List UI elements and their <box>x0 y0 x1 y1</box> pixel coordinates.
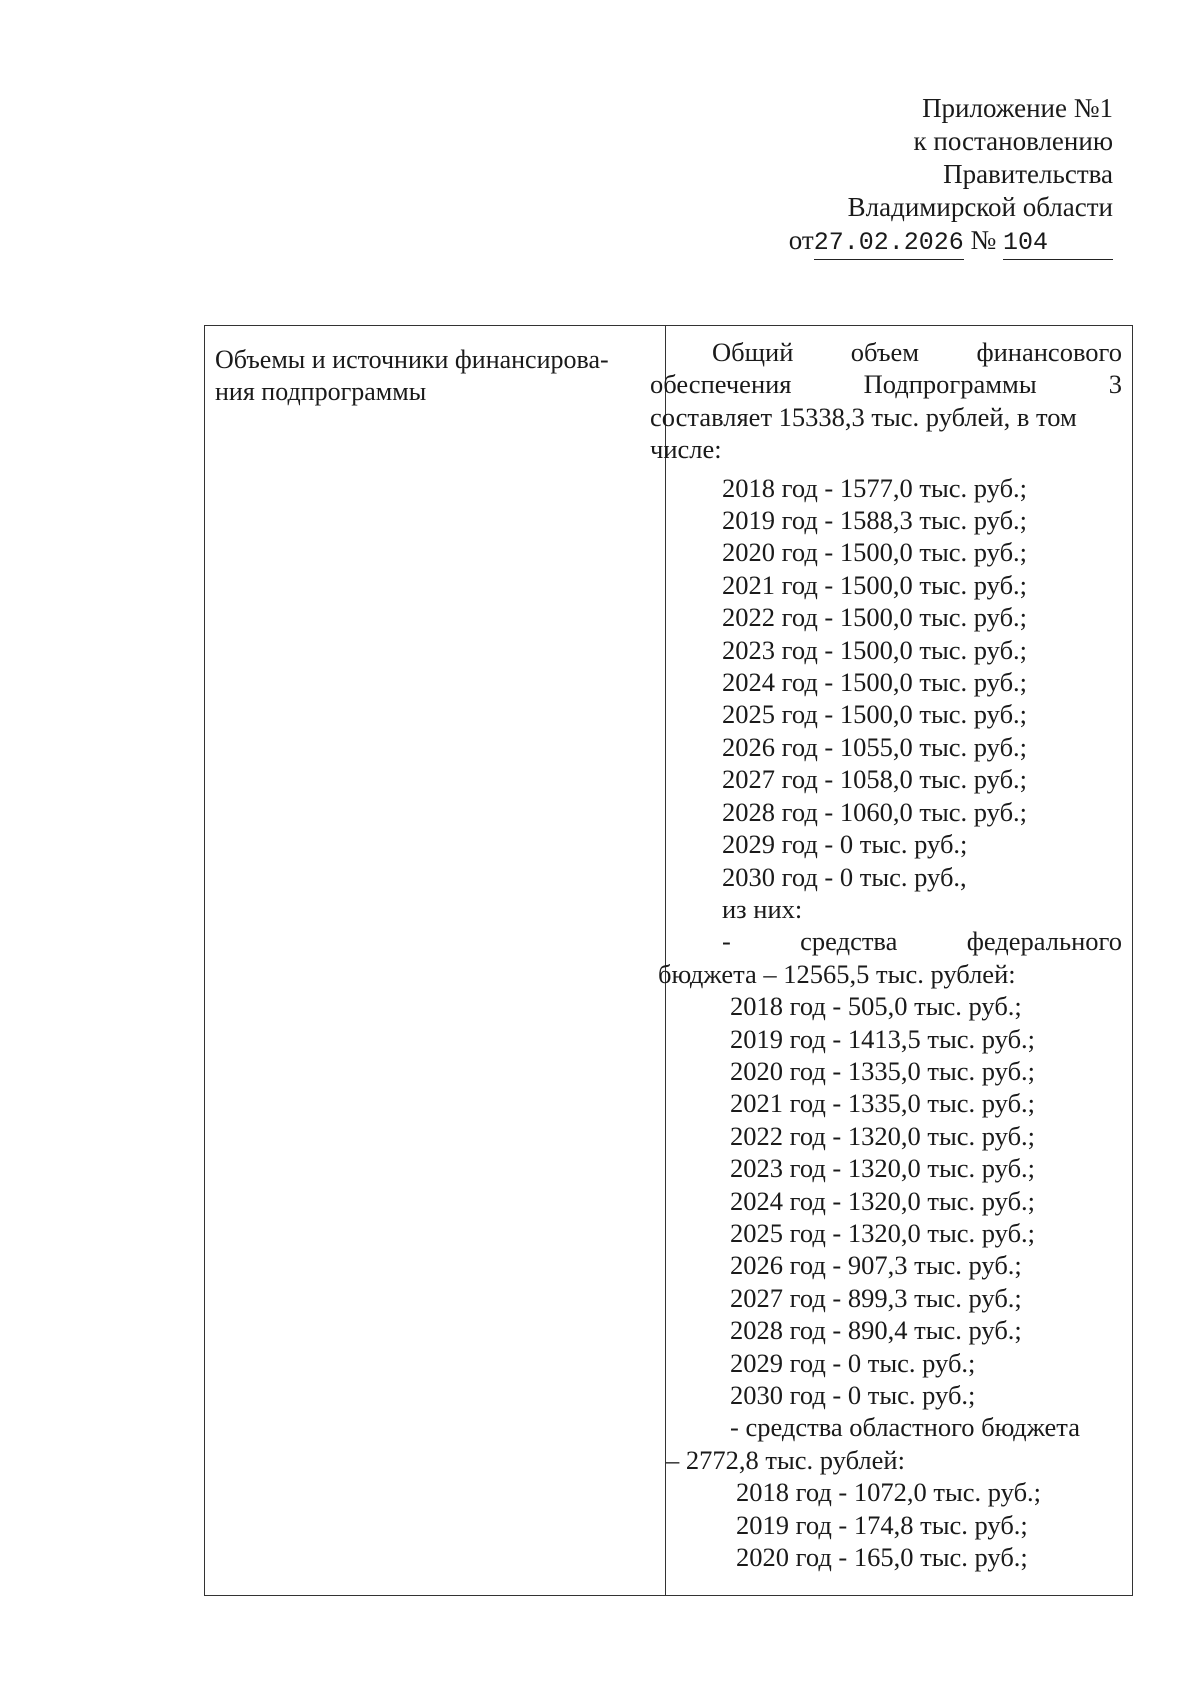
row-label-cell <box>215 344 655 408</box>
total-years-list <box>650 472 1122 926</box>
federal-word: - <box>722 926 731 957</box>
intro-line: составляет 15338,3 тыс. рублей, в том <box>650 401 1077 432</box>
year-entry: 2021 год - 1500,0 тыс. руб.; <box>722 569 1028 600</box>
year-entry: 2025 год - 1500,0 тыс. руб.; <box>722 699 1028 730</box>
year-entry: 2022 год - 1500,0 тыс. руб.; <box>722 602 1028 633</box>
intro-word: 3 <box>1108 369 1122 400</box>
year-entry: 2030 год - 0 тыс. руб., <box>722 861 967 892</box>
row-value-cell <box>650 336 1122 1573</box>
year-entry: 2020 год - 1335,0 тыс. руб.; <box>730 1055 1036 1086</box>
number-prefix: № <box>970 225 997 255</box>
intro-line <box>650 336 1122 368</box>
intro-line <box>650 368 1122 400</box>
of-them-label: из них: <box>722 893 803 924</box>
year-entry: 2020 год - 1500,0 тыс. руб.; <box>722 537 1028 568</box>
intro-word: Общий <box>712 337 794 367</box>
year-entry: 2026 год - 907,3 тыс. руб.; <box>730 1250 1022 1281</box>
year-entry: 2023 год - 1320,0 тыс. руб.; <box>730 1153 1036 1184</box>
federal-word: средства <box>800 926 898 957</box>
document-header <box>789 92 1113 260</box>
year-entry: 2029 год - 0 тыс. руб.; <box>722 829 968 860</box>
year-entry: 2024 год - 1320,0 тыс. руб.; <box>730 1185 1036 1216</box>
intro-word: объем <box>850 337 920 367</box>
year-entry: 2021 год - 1335,0 тыс. руб.; <box>730 1088 1036 1119</box>
year-entry: 2023 год - 1500,0 тыс. руб.; <box>722 634 1028 665</box>
intro-line: числе: <box>650 434 722 465</box>
row-label-line: ния подпрограммы <box>215 377 427 406</box>
intro-word: обеспечения <box>650 369 792 400</box>
year-entry: 2018 год - 1577,0 тыс. руб.; <box>722 472 1028 503</box>
year-entry: 2028 год - 1060,0 тыс. руб.; <box>722 796 1028 827</box>
year-entry: 2026 год - 1055,0 тыс. руб.; <box>722 731 1028 762</box>
year-entry: 2030 год - 0 тыс. руб.; <box>730 1380 976 1410</box>
intro-word: финансового <box>976 337 1122 367</box>
decree-number: 104 <box>1003 226 1113 260</box>
year-entry: 2019 год - 1588,3 тыс. руб.; <box>722 505 1028 536</box>
regional-total: – 2772,8 тыс. рублей: <box>666 1444 905 1475</box>
federal-word: федерального <box>966 926 1122 957</box>
date-prefix: от <box>788 225 814 255</box>
year-entry: 2029 год - 0 тыс. руб.; <box>730 1347 976 1378</box>
regional-heading: - средства областного бюджета <box>730 1412 1080 1443</box>
year-entry: 2018 год - 505,0 тыс. руб.; <box>730 991 1022 1022</box>
year-entry: 2027 год - 1058,0 тыс. руб.; <box>722 764 1028 795</box>
government-ref: Правительства <box>943 159 1113 189</box>
decree-ref: к постановлению <box>913 126 1113 156</box>
year-entry: 2027 год - 899,3 тыс. руб.; <box>730 1282 1022 1313</box>
federal-years-list <box>650 990 1122 1411</box>
year-entry: 2020 год - 165,0 тыс. руб.; <box>736 1542 1028 1573</box>
federal-heading <box>650 925 1122 957</box>
year-entry: 2019 год - 1413,5 тыс. руб.; <box>730 1023 1036 1054</box>
year-entry: 2018 год - 1072,0 тыс. руб.; <box>736 1477 1042 1508</box>
intro-word: Подпрограммы <box>863 369 1037 400</box>
regional-years-list <box>650 1476 1122 1573</box>
region-ref: Владимирской области <box>847 192 1113 222</box>
financing-table <box>204 325 1133 1596</box>
date-number-line <box>789 224 1113 260</box>
appendix-title: Приложение №1 <box>922 93 1113 123</box>
year-entry: 2024 год - 1500,0 тыс. руб.; <box>722 667 1028 698</box>
year-entry: 2022 год - 1320,0 тыс. руб.; <box>730 1120 1036 1151</box>
year-entry: 2025 год - 1320,0 тыс. руб.; <box>730 1217 1036 1248</box>
federal-total: бюджета – 12565,5 тыс. рублей: <box>658 958 1016 989</box>
decree-date: 27.02.2026 <box>814 226 964 260</box>
row-label-line: Объемы и источники финансирова- <box>215 345 609 374</box>
year-entry: 2019 год - 174,8 тыс. руб.; <box>736 1509 1028 1540</box>
year-entry: 2028 год - 890,4 тыс. руб.; <box>730 1315 1022 1346</box>
